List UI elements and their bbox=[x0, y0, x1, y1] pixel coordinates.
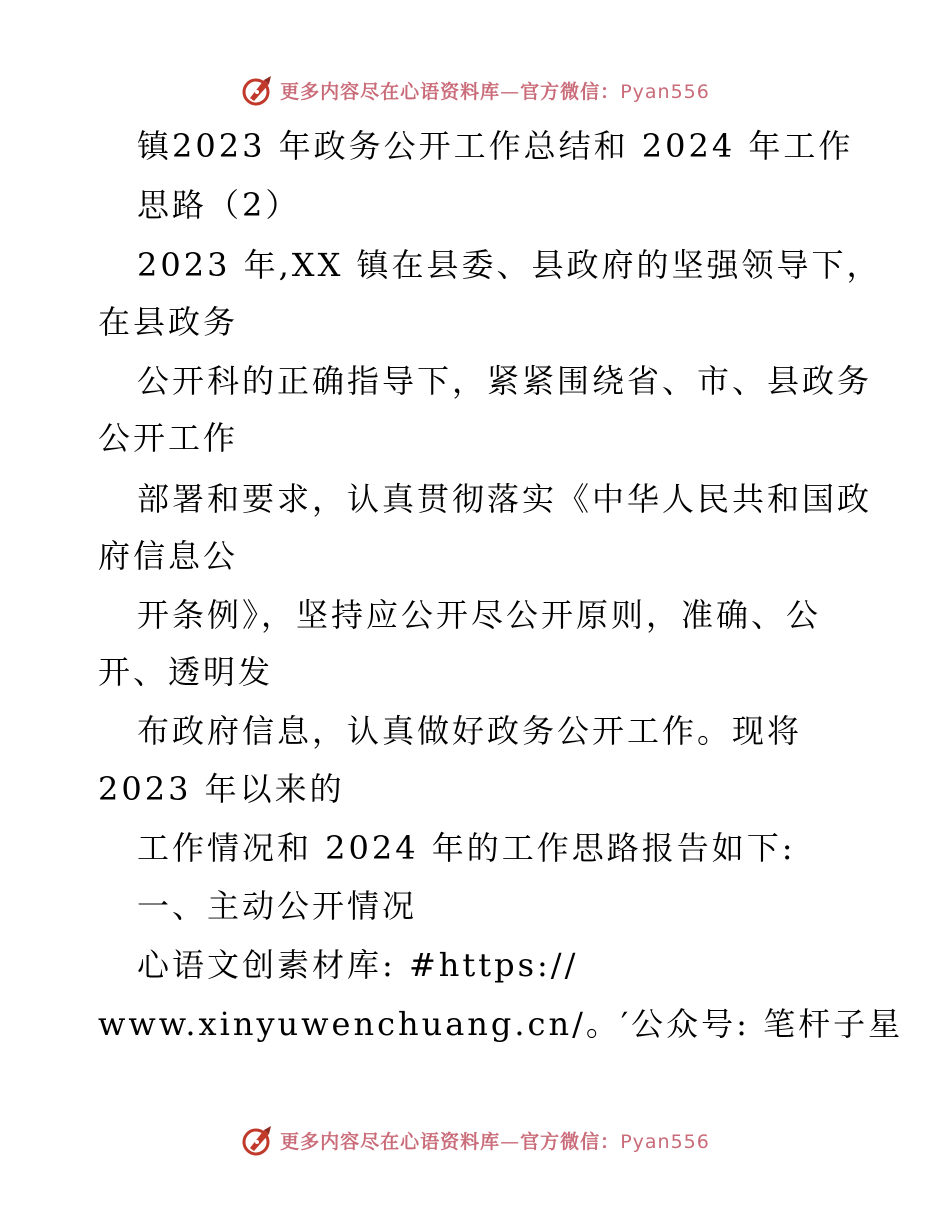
banner-separator: — bbox=[500, 80, 521, 103]
banner-separator: — bbox=[500, 1130, 521, 1153]
banner-main-text: 更多内容尽在心语资料库 bbox=[280, 1130, 501, 1153]
banner-wechat-label: 官方微信： bbox=[520, 1130, 621, 1153]
banner-wechat-id: Pyan556 bbox=[620, 80, 710, 103]
banner-text bbox=[280, 77, 710, 104]
banner-wechat-label: 官方微信： bbox=[520, 80, 621, 103]
paragraph-line: 开、透明发 bbox=[98, 653, 274, 691]
paragraph-line: 开条例》，坚持应公开尽公开原则，准确、公 bbox=[137, 596, 822, 634]
paragraph-line: 2023 年,XX 镇在县委、县政府的坚强领导下， bbox=[137, 246, 882, 284]
pen-nib-logo-icon bbox=[240, 72, 276, 108]
document-title-line-1: 镇2023 年政务公开工作总结和 2024 年工作 bbox=[137, 127, 854, 165]
paragraph-line: 心语文创素材库: #https:// bbox=[137, 946, 579, 984]
banner-text bbox=[280, 1127, 710, 1154]
paragraph-line: 公开科的正确指导下，紧紧围绕省、市、县政务 bbox=[137, 362, 873, 400]
footer-banner bbox=[0, 1118, 950, 1162]
banner-main-text: 更多内容尽在心语资料库 bbox=[280, 80, 501, 103]
paragraph-line: 2023 年以来的 bbox=[98, 770, 345, 808]
pen-nib-logo-icon bbox=[240, 1122, 276, 1158]
paragraph-line: 在县政务 bbox=[98, 303, 239, 341]
header-banner bbox=[0, 68, 950, 112]
paragraph-line: 工作情况和 2024 年的工作思路报告如下: bbox=[137, 829, 796, 867]
banner-wechat-id: Pyan556 bbox=[620, 1130, 710, 1153]
paragraph-line: 部署和要求，认真贯彻落实《中华人民共和国政 bbox=[137, 480, 873, 518]
section-heading: 一、主动公开情况 bbox=[137, 887, 418, 925]
paragraph-line: 公开工作 bbox=[98, 419, 239, 457]
paragraph-line: 布政府信息，认真做好政务公开工作。现将 bbox=[137, 712, 803, 750]
document-title-line-2: 思路（2） bbox=[137, 186, 301, 224]
paragraph-line: 府信息公 bbox=[98, 537, 239, 575]
paragraph-line: www.xinyuwenchuang.cn/。′公众号: 笔杆子星 bbox=[98, 1005, 904, 1043]
